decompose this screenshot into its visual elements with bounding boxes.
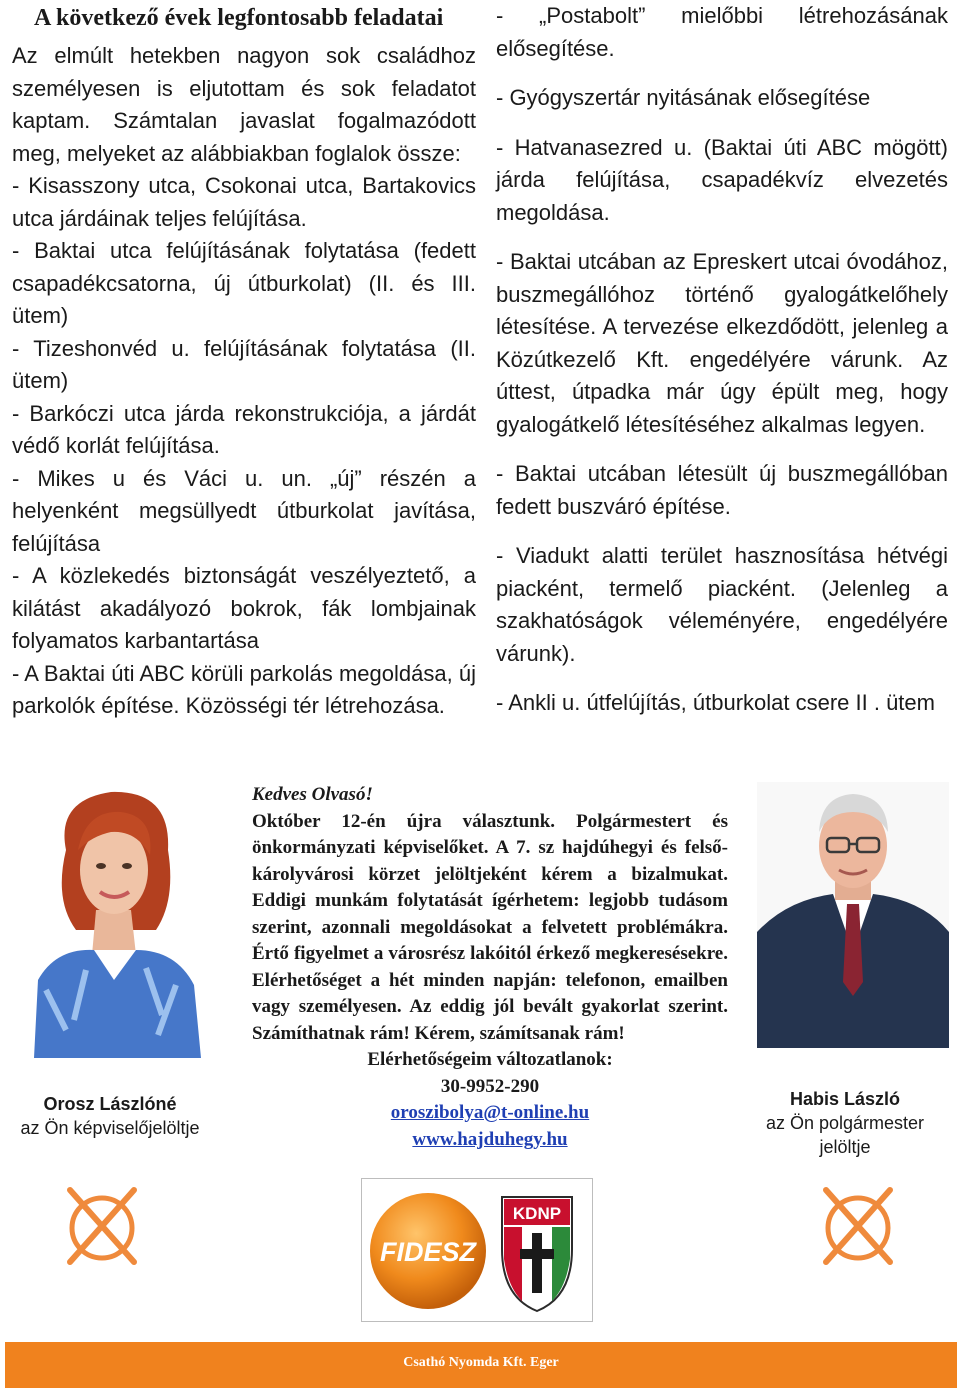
- task-item: - Baktai utca felújításának folytatása (fedett csapadékcsatorna, új útburkolat) (II. és III. ütem): [12, 238, 476, 328]
- letter-greeting: Kedves Olvasó!: [252, 784, 373, 805]
- candidate-caption-right: [740, 1087, 950, 1159]
- section-heading: A következő évek legfontosabb feladatai: [34, 5, 444, 31]
- candidate-photo-right: [757, 782, 949, 1048]
- task-item: - A közlekedés biztonságát veszélyeztető, a kilátást akadályozó bokrok, fák lombjainak folyamatos karbantartása: [12, 563, 476, 653]
- portrait-man-image: [757, 782, 949, 1048]
- letter-to-reader: [252, 782, 728, 1153]
- footer-bar: [5, 1342, 957, 1388]
- kdnp-logo: [502, 1197, 572, 1311]
- task-item: - „Postabolt” mielőbbi létrehozásának elősegítése.: [496, 3, 948, 61]
- task-item: - Kisasszony utca, Csokonai utca, Bartakovics utca járdáinak teljes felújítása.: [12, 173, 476, 231]
- task-item: - A Baktai úti ABC körüli parkolás megoldása, új parkolók építése. Közösségi tér létrehozása.: [12, 660, 476, 718]
- left-column: [12, 0, 476, 723]
- task-item: - Barkóczi utca járda rekonstrukciója, a járdát védő korlát felújítása.: [12, 400, 476, 458]
- svg-text:FIDESZ: FIDESZ: [379, 1237, 477, 1267]
- website-link[interactable]: www.hajduhegy.hu: [412, 1128, 568, 1150]
- task-item: - Viadukt alatti terület hasznosítása hétvégi piacként, termelő piacként. (Jelenleg a szakhatóságok véleményére, engedélyére várunk).: [496, 543, 948, 666]
- candidate-photo-left: [26, 780, 204, 1058]
- right-column: [496, 0, 948, 737]
- contact-block: [252, 1047, 728, 1153]
- fidesz-logo: [370, 1193, 486, 1309]
- contacts-heading: Elérhetőségeim változatlanok:: [367, 1049, 613, 1070]
- task-item: - Ankli u. útfelújítás, útburkolat csere II . ütem: [496, 690, 935, 715]
- party-logos: [361, 1178, 593, 1322]
- party-logos-image: [362, 1179, 592, 1321]
- task-item: - Baktai utcában az Epreskert utcai óvodához, buszmegállóhoz történő gyalogátkelőhely létesítése. A tervezése elkezdődött, jelenleg a Közútkezelő Kft. engedélyére várunk. Az úttest, útpadka már úgy épült meg, hogy gyalogátkelő létesítéséhez alkalmas legyen.: [496, 249, 948, 437]
- candidate-name: Orosz Lászlóné: [43, 1094, 177, 1114]
- svg-text:KDNP: KDNP: [512, 1204, 562, 1223]
- ballot-x-mark-icon: [818, 1184, 898, 1268]
- task-item: - Hatvanasezred u. (Baktai úti ABC mögött) járda felújítása, csapadékvíz elvezetés megoldása.: [496, 134, 948, 225]
- email-link[interactable]: oroszibolya@t-online.hu: [390, 1102, 590, 1123]
- ballot-x-mark-icon: [62, 1184, 142, 1268]
- candidate-role: az Ön képviselőjelöltje: [20, 1118, 200, 1138]
- candidate-role: az Ön polgármester jelöltje: [765, 1113, 925, 1157]
- phone-number: 30-9952-290: [440, 1075, 540, 1097]
- intro-paragraph: Az elmúlt hetekben nagyon sok családhoz személyesen is eljutottam és sok feladatot kaptam. Számtalan javaslat fogalmazódott meg, melyeket az alábbiakban foglalok össze:: [12, 43, 476, 166]
- printer-credit: Csathó Nyomda Kft. Eger: [403, 1355, 559, 1370]
- letter-body: Október 12-én újra választunk. Polgármestert és önkormányzati képviselőket. A 7. sz hajdúhegyi és felső-károlyvárosi körzet jelöltjeként kérem a bizalmukat. Eddigi munkám folytatását ígérhetem: legjobb tudásom szerint, azonnali megoldásokat a felvetett problémákra. Értő figyelmet a városrész lakóitól érkező megkeresésekre. Elérhetőséget a hét minden napján: telefonon, emailben vagy személyesen. Az eddig jól bevált gyakorlat szerint. Számíthatnak rám! Kérem, számítsanak rám!: [252, 810, 728, 1044]
- portrait-woman-image: [26, 780, 204, 1058]
- candidate-name: Habis László: [789, 1089, 901, 1109]
- task-item: - Gyógyszertár nyitásának elősegítése: [496, 85, 871, 110]
- task-item: - Baktai utcában létesült új buszmegállóban fedett buszváró építése.: [496, 461, 948, 519]
- task-item: - Tizeshonvéd u. felújításának folytatása (II. ütem): [12, 335, 476, 393]
- candidate-caption-left: [10, 1092, 210, 1140]
- task-item: - Mikes u és Váci u. un. „új” részén a helyenként megsüllyedt útburkolat javítása, felújítása: [12, 465, 476, 556]
